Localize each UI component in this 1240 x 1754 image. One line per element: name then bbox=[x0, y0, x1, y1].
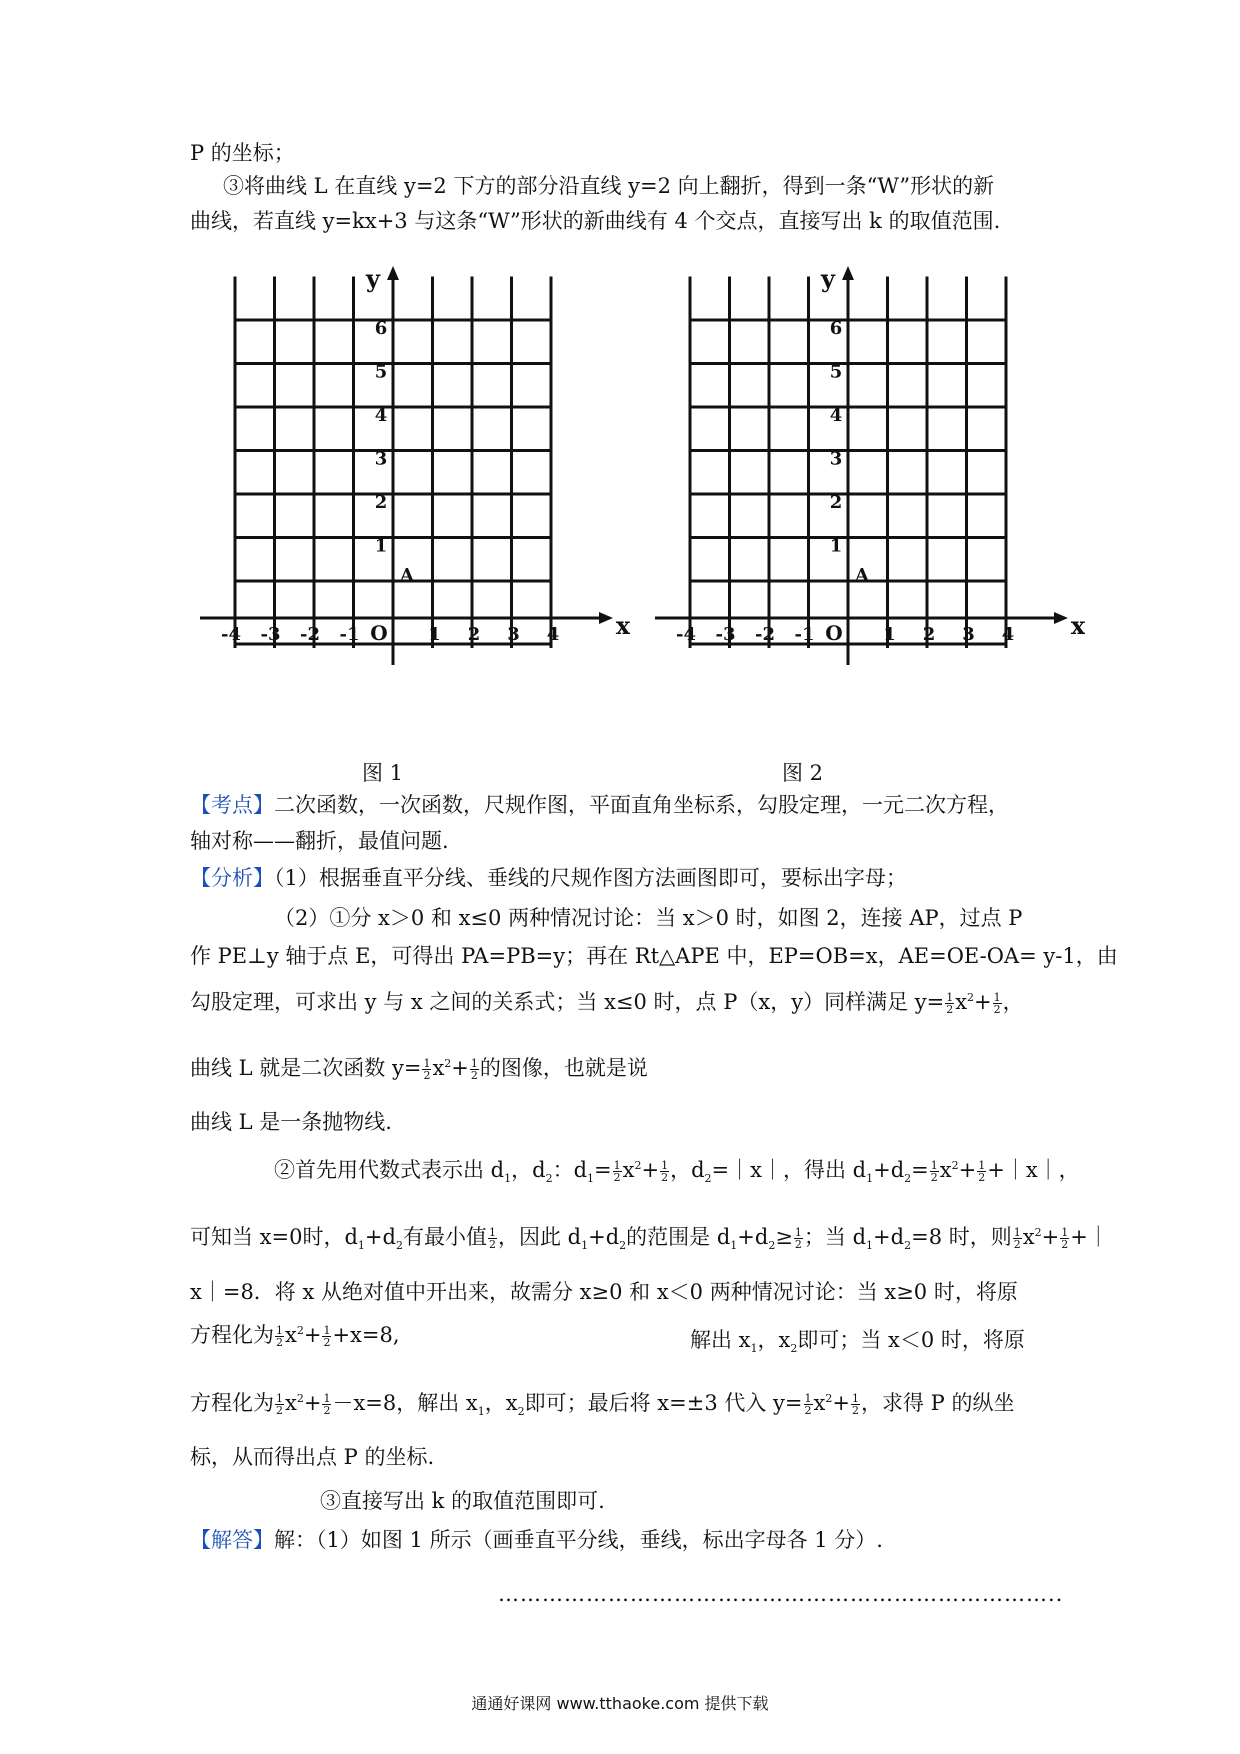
figure-1-caption: 图 1 bbox=[362, 761, 404, 785]
y-tick-label: 1 bbox=[374, 535, 388, 557]
x-tick-label: -2 bbox=[300, 624, 320, 645]
x-tick-label: -3 bbox=[260, 624, 281, 645]
fraction-half: $\frac{1}{2}$ bbox=[946, 991, 954, 1016]
fenxi-p2c: 勾股定理，可求出 y 与 x 之间的关系式；当 x≤0 时，点 P（x，y）同样满足 y= bbox=[190, 990, 945, 1014]
fenxi-p3d-line: 方程化为 $\frac{1}{2}$ $x^2+$ $\frac{1}{2}$ +x=8, bbox=[190, 1323, 400, 1349]
fenxi-p3e-head: 方程化为 bbox=[190, 1391, 274, 1415]
y-axis-arrow-icon bbox=[842, 266, 854, 280]
kaodian-text: 二次函数，一次函数，尺规作图，平面直角坐标系，勾股定理，一元二次方程， bbox=[274, 793, 1009, 817]
fenxi-line bbox=[190, 868, 907, 889]
y-tick-label: 4 bbox=[374, 405, 388, 426]
y-tick-label: 1 bbox=[829, 535, 843, 557]
point-a-label: A bbox=[400, 565, 414, 586]
y-tick-label: 2 bbox=[374, 492, 388, 513]
y-tick-label: 6 bbox=[374, 318, 388, 339]
y-tick-label: 3 bbox=[374, 448, 388, 470]
fenxi-p3c: x｜=8．将 x 从绝对值中开出来，故需分 x≥0 和 x＜0 两种情况讨论：当 x≥0 时，将原 bbox=[190, 1280, 1018, 1304]
fraction-half: $\frac{1}{2}$ bbox=[794, 1226, 802, 1251]
x-axis-label: x bbox=[1070, 611, 1085, 640]
x-tick-label: 1 bbox=[428, 624, 441, 645]
fenxi-p3f: 标，从而得出点 P 的坐标. bbox=[190, 1445, 435, 1469]
fenxi-p3e-tail: ，求得 P 的纵坐 bbox=[860, 1391, 1015, 1415]
fraction-half: $\frac{1}{2}$ bbox=[276, 1392, 283, 1417]
fraction-half: $\frac{1}{2}$ bbox=[661, 1159, 669, 1184]
footer-source: 通通好课网 www.tthaoke.com 提供下载 bbox=[471, 1694, 769, 1713]
y-tick-label: 3 bbox=[829, 448, 843, 470]
point-a-label: A bbox=[855, 565, 869, 586]
kaodian-tag: 【考点】 bbox=[190, 793, 274, 817]
figure-2-caption: 图 2 bbox=[782, 761, 824, 785]
x-tick-label: 2 bbox=[467, 624, 481, 645]
x-tick-label: -1 bbox=[339, 624, 360, 645]
figure-1-coordinate-grid bbox=[190, 265, 630, 665]
text-line-2: ③将曲线 L 在直线 y=2 下方的部分沿直线 y=2 向上翻折，得到一条“W”形状的新 bbox=[223, 174, 995, 198]
fraction-half: $\frac{1}{2}$ bbox=[993, 991, 1001, 1016]
kaodian-line-2: 轴对称——翻折，最值问题. bbox=[190, 829, 449, 853]
jieda-text: 解：（1）如图 1 所示（画垂直平分线，垂线，标出字母各 1 分）. bbox=[274, 1528, 883, 1552]
x-tick-label: 1 bbox=[883, 624, 896, 645]
fenxi-p3a: ②首先用代数式表示出 d bbox=[274, 1158, 505, 1182]
fenxi-p3e-mid: －x=8，解出 x bbox=[332, 1391, 478, 1415]
fenxi-p2b: 作 PE⊥y 轴于点 E，可得出 PA=PB=y；再在 Rt△APE 中，EP=OB=x，AE=OE-OA= y-1，由 bbox=[190, 944, 1118, 968]
dotted-leader: ………………………………………………………………….. bbox=[498, 1582, 1064, 1606]
fenxi-p2e: 曲线 L 是一条抛物线. bbox=[190, 1110, 392, 1134]
y-tick-label: 5 bbox=[829, 361, 843, 383]
y-tick-label: 2 bbox=[829, 492, 843, 513]
fenxi-p3d-right-tail: 即可；当 x＜0 时，将原 bbox=[797, 1328, 1025, 1352]
fraction-half: $\frac{1}{2}$ bbox=[470, 1057, 478, 1082]
figure-2-coordinate-grid bbox=[645, 265, 1085, 665]
fraction-half: $\frac{1}{2}$ bbox=[613, 1159, 621, 1184]
fenxi-p3d-right: 解出 x bbox=[690, 1328, 751, 1352]
fraction-half: $\frac{1}{2}$ bbox=[488, 1226, 496, 1251]
x-tick-label: 3 bbox=[962, 624, 975, 645]
fenxi-p2d: 曲线 L 就是二次函数 y= bbox=[190, 1056, 422, 1080]
fraction-half: $\frac{1}{2}$ bbox=[1013, 1226, 1021, 1251]
fenxi-p2d-tail: 的图像，也就是说 bbox=[479, 1056, 648, 1080]
text-line-1: P 的坐标； bbox=[190, 141, 295, 165]
y-axis-arrow-icon bbox=[387, 266, 399, 280]
fenxi-p3d-right-line: 解出 $x_1$，$x_2$即可；当 x＜0 时，将原 bbox=[690, 1328, 1025, 1356]
fraction-half: $\frac{1}{2}$ bbox=[978, 1159, 986, 1184]
x-tick-label: 4 bbox=[546, 624, 560, 645]
fenxi-p2a: （2）①分 x＞0 和 x≤0 两种情况讨论：当 x＞0 时，如图 2，连接 AP，过点 P bbox=[274, 906, 1023, 930]
origin-label: O bbox=[825, 621, 843, 645]
fenxi-p3b: 可知当 x=0时，d bbox=[190, 1225, 358, 1249]
y-axis-label: y bbox=[366, 265, 380, 293]
jieda-tag: 【解答】 bbox=[190, 1528, 274, 1552]
x-axis-label: x bbox=[615, 611, 630, 640]
x-tick-label: 2 bbox=[922, 624, 936, 645]
fraction-half: $\frac{1}{2}$ bbox=[851, 1392, 859, 1417]
fenxi-p4: ③直接写出 k 的取值范围即可. bbox=[320, 1489, 605, 1513]
fenxi-p3e-line: 方程化为 $\frac{1}{2}$ $x^2+$ $\frac{1}{2}$ －x=8，解出 $x_1$，$x_2$即可；最后将 x=±3 代入 y= $\frac{1}{2}$ $x^2+$ $\frac{1}{2}$ ，求得 P 的纵坐 bbox=[190, 1391, 1015, 1419]
fenxi-p1: （1）根据垂直平分线、垂线的尺规作图方法画图即可，要标出字母； bbox=[274, 866, 907, 890]
x-tick-label: -4 bbox=[676, 624, 696, 645]
kaodian-line bbox=[190, 795, 1009, 816]
fenxi-p2c-line: 勾股定理，可求出 y 与 x 之间的关系式；当 x≤0 时，点 P（x，y）同样满足 y= $\frac{1}{2}$ $x^2+$ $\frac{1}{2}$ ， bbox=[190, 990, 1024, 1016]
y-tick-label: 5 bbox=[374, 361, 388, 383]
fraction-half: $\frac{1}{2}$ bbox=[423, 1057, 431, 1082]
fraction-half: $\frac{1}{2}$ bbox=[323, 1392, 331, 1417]
fenxi-p3e-mid2: 即可；最后将 x=±3 代入 y= bbox=[524, 1391, 803, 1415]
y-axis-label: y bbox=[821, 265, 835, 293]
jieda-line bbox=[190, 1530, 883, 1551]
fenxi-tag: 【分析】 bbox=[190, 866, 274, 890]
x-tick-label: -2 bbox=[755, 624, 775, 645]
fraction-half: $\frac{1}{2}$ bbox=[930, 1159, 938, 1184]
x-axis-arrow-icon bbox=[599, 612, 613, 624]
fraction-half: $\frac{1}{2}$ bbox=[804, 1392, 812, 1417]
y-tick-label: 4 bbox=[829, 405, 843, 426]
fenxi-p2d-line: 曲线 L 就是二次函数 y= $\frac{1}{2}$ $x^2+$ $\frac{1}{2}$ 的图像，也就是说 bbox=[190, 1056, 648, 1082]
x-tick-label: -1 bbox=[794, 624, 815, 645]
fraction-half: $\frac{1}{2}$ bbox=[276, 1324, 283, 1349]
x-tick-label: -3 bbox=[715, 624, 736, 645]
fraction-half: $\frac{1}{2}$ bbox=[323, 1324, 331, 1349]
x-axis-arrow-icon bbox=[1054, 612, 1068, 624]
origin-label: O bbox=[370, 621, 388, 645]
x-tick-label: 4 bbox=[1001, 624, 1015, 645]
y-tick-label: 6 bbox=[829, 318, 843, 339]
fraction-half: $\frac{1}{2}$ bbox=[1061, 1226, 1069, 1251]
fenxi-p3b-line: 可知当 x=0时，$d_1+d_2$有最小值 $\frac{1}{2}$ ，因此 $d_1+d_2$的范围是 $d_1+d_2\ge$ $\frac{1}{2}$ ；当 $d_1+d_2=8$ 时，则 $\frac{1}{2}$ $x^2+$ $\frac{1}{2}$ +｜ bbox=[190, 1225, 1109, 1253]
fenxi-p3a-line: ②首先用代数式表示出 $d_1$，$d_2$：$d_1=$ $\frac{1}{2}$ $x^2+$ $\frac{1}{2}$ ，$d_2=|x|$，得出 $d_1+d_2=$ $\frac{1}{2}$ $x^2+$ $\frac{1}{2}$ +｜x｜， bbox=[274, 1158, 1080, 1186]
x-tick-label: -4 bbox=[221, 624, 241, 645]
fenxi-p3d-mid: +x=8, bbox=[332, 1323, 400, 1347]
text-line-3: 曲线，若直线 y=kx+3 与这条“W”形状的新曲线有 4 个交点，直接写出 k 的取值范围. bbox=[190, 209, 1001, 233]
fenxi-p3d-head: 方程化为 bbox=[190, 1323, 274, 1347]
x-tick-label: 3 bbox=[507, 624, 520, 645]
